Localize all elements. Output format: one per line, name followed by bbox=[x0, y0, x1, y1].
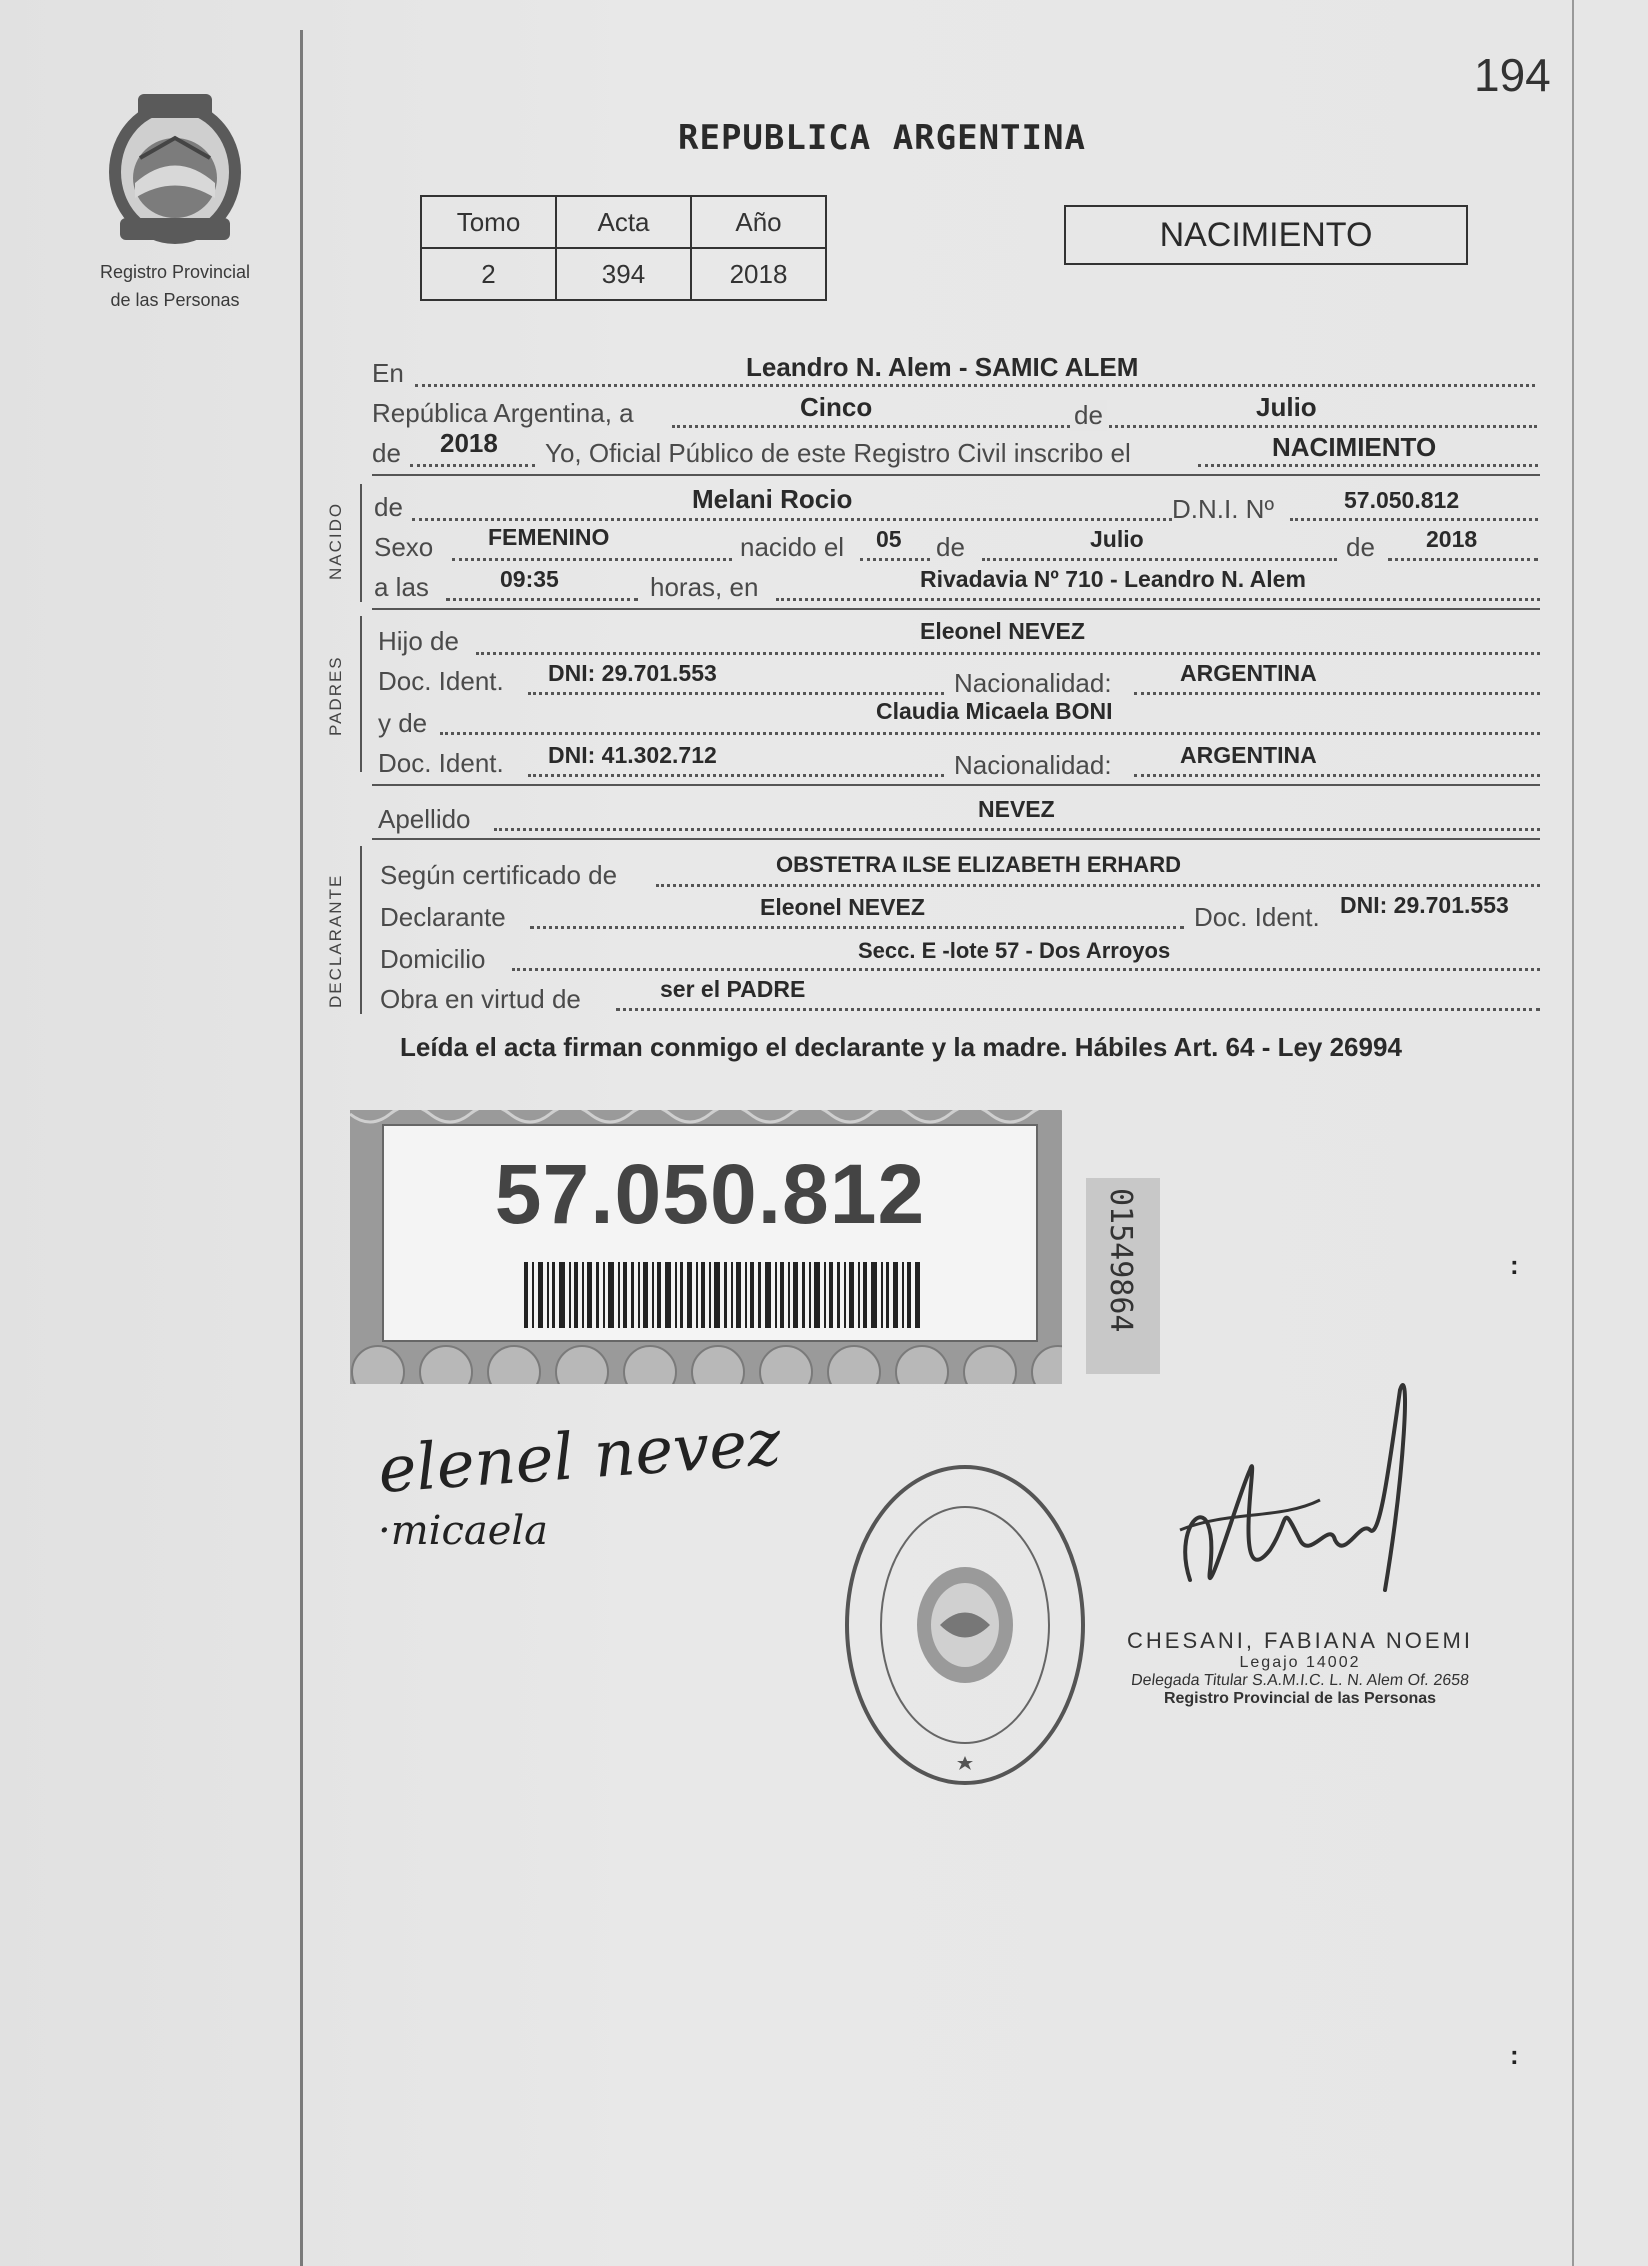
horas-label: horas, en bbox=[650, 572, 759, 602]
sticker-dni-number: 57.050.812 bbox=[494, 1147, 926, 1241]
mother-doc-label: Doc. Ident. bbox=[378, 748, 504, 778]
father-name-value: Eleonel NEVEZ bbox=[920, 618, 1085, 644]
officer-name: CHESANI, FABIANA NOEMI bbox=[1127, 1628, 1473, 1653]
padres-bracket bbox=[360, 616, 362, 772]
father-dots bbox=[476, 652, 1540, 655]
registry-logo bbox=[60, 88, 290, 311]
nacido-de2-label: de bbox=[936, 532, 965, 562]
en-dots bbox=[415, 384, 1535, 387]
domicilio-value: Secc. E -lote 57 - Dos Arroyos bbox=[858, 938, 1171, 963]
nacido-name-dots bbox=[412, 518, 1172, 521]
domicilio-dots bbox=[512, 968, 1540, 971]
mother-nat-value: ARGENTINA bbox=[1180, 742, 1317, 768]
nacido-section-label: NACIDO bbox=[326, 501, 345, 580]
left-margin-line bbox=[300, 30, 303, 2266]
day-dots bbox=[860, 558, 930, 561]
baby-dni-value: 57.050.812 bbox=[1344, 487, 1460, 513]
act-type-box: NACIMIENTO bbox=[1064, 205, 1468, 265]
mother-name-value: Claudia Micaela BONI bbox=[876, 698, 1113, 724]
anio-header: Año bbox=[691, 196, 826, 248]
en-label: En bbox=[372, 358, 404, 388]
margin-marks-2: : bbox=[1510, 2040, 1519, 2070]
obra-label: Obra en virtud de bbox=[380, 984, 581, 1014]
declarante-doc-value: DNI: 29.701.553 bbox=[1340, 892, 1509, 918]
declarant-signature: elenel nevez bbox=[375, 1406, 784, 1508]
en-value: Leandro N. Alem - SAMIC ALEM bbox=[746, 352, 1139, 382]
mother-doc-dots bbox=[528, 774, 944, 777]
mother-nat-label: Nacionalidad: bbox=[954, 750, 1112, 780]
acta-header: Acta bbox=[556, 196, 691, 248]
de2-dots bbox=[410, 464, 535, 467]
declarante-bracket bbox=[360, 846, 362, 1014]
officer-signature-icon bbox=[1160, 1370, 1420, 1630]
nacido-bracket bbox=[360, 484, 362, 602]
birth-time-value: 09:35 bbox=[500, 566, 559, 592]
father-nat-value: ARGENTINA bbox=[1180, 660, 1317, 686]
sexo-dots bbox=[452, 558, 732, 561]
time-dots bbox=[446, 598, 638, 601]
apellido-label: Apellido bbox=[378, 804, 471, 834]
page-number: 194 bbox=[1474, 49, 1551, 101]
a-las-label: a las bbox=[374, 572, 429, 602]
nacido-el-label: nacido el bbox=[740, 532, 845, 562]
dni-sticker bbox=[350, 1110, 1062, 1384]
place-dots bbox=[776, 598, 1540, 601]
birth-month-value: Julio bbox=[1090, 526, 1144, 552]
nacido-de-label: de bbox=[374, 492, 403, 522]
declarante-value: Eleonel NEVEZ bbox=[760, 894, 925, 920]
official-stamp-icon bbox=[840, 1460, 1090, 1790]
apellido-dots bbox=[494, 828, 1540, 831]
misiones-seal-icon bbox=[100, 88, 250, 250]
certificado-dots bbox=[656, 884, 1540, 887]
obra-value: ser el PADRE bbox=[660, 976, 806, 1002]
officer-org: Registro Provincial de las Personas bbox=[1163, 1690, 1437, 1707]
serial-number: 01549864 bbox=[1103, 1188, 1138, 1333]
republica-label: República Argentina, a bbox=[372, 398, 634, 428]
officer-block bbox=[1080, 1628, 1520, 1708]
nacido-de3-label: de bbox=[1346, 532, 1375, 562]
father-doc-dots bbox=[528, 692, 944, 695]
inscribo-value: NACIMIENTO bbox=[1272, 432, 1437, 462]
document-title: REPUBLICA ARGENTINA bbox=[678, 118, 1086, 158]
footer-note: Leída el acta firman conmigo el declarante y la madre. Hábiles Art. 64 - Ley 26994 bbox=[400, 1032, 1402, 1062]
certificado-value: OBSTETRA ILSE ELIZABETH ERHARD bbox=[776, 852, 1181, 877]
declarante-dots bbox=[530, 926, 1184, 929]
sexo-label: Sexo bbox=[374, 532, 434, 562]
sexo-value: FEMENINO bbox=[488, 524, 610, 550]
father-nat-label: Nacionalidad: bbox=[954, 668, 1112, 698]
baby-name-value: Melani Rocio bbox=[692, 484, 853, 514]
officer-cargo: Delegada Titular S.A.M.I.C. L. N. Alem Of. 2658 bbox=[1130, 1672, 1470, 1689]
oficial-text: Yo, Oficial Público de este Registro Civil inscribo el bbox=[545, 438, 1131, 468]
padres-section-label: PADRES bbox=[326, 655, 345, 736]
father-doc-label: Doc. Ident. bbox=[378, 666, 504, 696]
domicilio-label: Domicilio bbox=[380, 944, 486, 974]
barcode-icon bbox=[524, 1262, 920, 1328]
section-divider-3 bbox=[372, 784, 1540, 786]
birth-place-value: Rivadavia Nº 710 - Leandro N. Alem bbox=[920, 566, 1306, 592]
day-value: Cinco bbox=[800, 392, 873, 422]
mother-doc-value: DNI: 41.302.712 bbox=[548, 742, 717, 768]
obra-dots bbox=[616, 1008, 1540, 1011]
section-divider-1 bbox=[372, 474, 1540, 476]
month-value: Julio bbox=[1256, 392, 1317, 422]
officer-legajo: Legajo 14002 bbox=[1239, 1654, 1361, 1671]
registry-table bbox=[420, 195, 827, 301]
inscribo-dots bbox=[1198, 464, 1538, 467]
dni-label: D.N.I. Nº bbox=[1172, 494, 1274, 524]
birth-day-value: 05 bbox=[876, 526, 902, 552]
margin-marks-1: : bbox=[1510, 1250, 1519, 1280]
acta-value: 394 bbox=[556, 248, 691, 300]
dni-dots bbox=[1290, 518, 1538, 521]
father-doc-value: DNI: 29.701.553 bbox=[548, 660, 717, 686]
de2-label: de bbox=[372, 438, 401, 468]
section-divider-2 bbox=[372, 608, 1540, 610]
tomo-value: 2 bbox=[421, 248, 556, 300]
sticker-inner bbox=[382, 1124, 1038, 1342]
logo-caption-2: de las Personas bbox=[110, 290, 240, 310]
mother-nat-dots bbox=[1134, 774, 1540, 777]
year-dots bbox=[1388, 558, 1538, 561]
year-value: 2018 bbox=[440, 428, 498, 458]
apellido-value: NEVEZ bbox=[978, 796, 1055, 822]
hijo-de-label: Hijo de bbox=[378, 626, 459, 656]
right-margin-line bbox=[1572, 0, 1574, 2266]
declarante-doc-label: Doc. Ident. bbox=[1194, 902, 1320, 932]
month-dots bbox=[982, 558, 1337, 561]
father-nat-dots bbox=[1134, 692, 1540, 695]
section-divider-4 bbox=[372, 838, 1540, 840]
birth-year-value: 2018 bbox=[1426, 526, 1478, 552]
serial-strip bbox=[1086, 1178, 1160, 1374]
anio-value: 2018 bbox=[691, 248, 826, 300]
segun-label: Según certificado de bbox=[380, 860, 618, 890]
tomo-header: Tomo bbox=[421, 196, 556, 248]
declarante-section-label: DECLARANTE bbox=[326, 873, 345, 1008]
logo-caption-1: Registro Provincial bbox=[99, 262, 251, 282]
y-de-label: y de bbox=[378, 708, 428, 738]
mother-signature: ·micaela bbox=[378, 1508, 548, 1554]
declarante-label: Declarante bbox=[380, 902, 506, 932]
mother-dots bbox=[440, 732, 1540, 735]
de-label: de bbox=[1070, 400, 1107, 431]
